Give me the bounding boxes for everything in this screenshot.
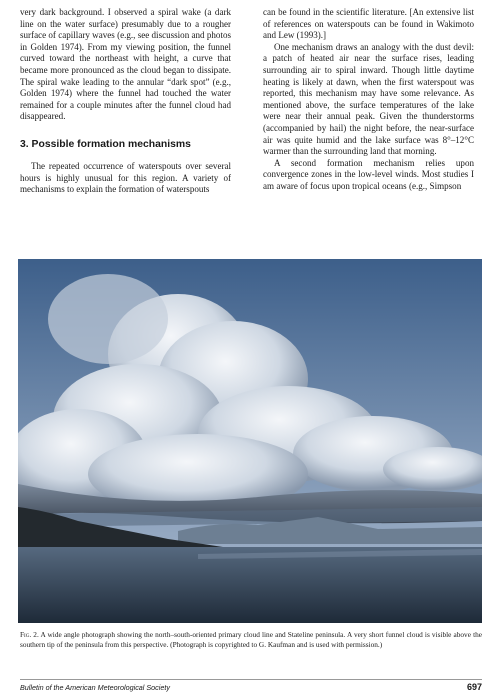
- right-column: [263, 7, 474, 193]
- body-paragraph: very dark background. I observed a spiral wake (a dark line on the water surface) presumably due to a rougher surface of capillary waves (e.g., see discussion and photos in Golden 1974). From my viewing position, the funnel curved toward the northeast with height, a curve that became more pronounced as the cloud began to dissipate. The spiral wake leading to the annular “dark spot” (e.g., Golden 1974) where the funnel had touched the water remained for a couple minutes after the funnel cloud had disappeared.: [20, 7, 231, 122]
- left-column: [20, 7, 231, 196]
- section-heading: 3. Possible formation mechanisms: [20, 138, 191, 150]
- figure-label: Fig. 2.: [20, 630, 39, 639]
- body-paragraph: The repeated occurrence of waterspouts over several hours is highly unusual for this region. A variety of mechanisms to explain the formation of waterspouts: [20, 160, 231, 195]
- page-footer: [20, 679, 482, 694]
- body-paragraph: One mechanism draws an analogy with the dust devil: a patch of heated air near the surface rises, leading surrounding air to spiral inward. Though little daytime heating is likely at dawn, when the first waterspout was reported, this mechanism may have some relevance. As mentioned above, the surface temperatures of the lake were near their annual peak. Given the thunderstorms (accompanied by hail) the night before, the near-surface air was quite humid and the lake surface was 8°–12°C warmer than the surrounding land that morning.: [263, 41, 474, 157]
- cloud-photo: [18, 259, 482, 623]
- body-paragraph: A second formation mechanism relies upon convergence zones in the low-level winds. Most studies I am aware of focus upon tropical oceans (e.g., Simpson: [263, 157, 474, 191]
- lake-water: [18, 547, 482, 623]
- page-number: 697: [466, 682, 482, 692]
- caption-text: A wide angle photograph showing the north–south-oriented primary cloud line and Stateline peninsula. A very short funnel cloud is visible above the southern tip of the peninsula from this perspective. (Photograph is copyrighted to G. Kaufman and is used with permission.): [20, 630, 482, 649]
- figure-caption: [20, 630, 482, 649]
- figure-photograph: [18, 259, 482, 623]
- body-paragraph: can be found in the scientific literature. [An extensive list of references on waterspouts can be found in Wakimoto and Lew (1993).]: [263, 7, 474, 41]
- journal-name: Bulletin of the American Meteorological Society: [20, 683, 170, 692]
